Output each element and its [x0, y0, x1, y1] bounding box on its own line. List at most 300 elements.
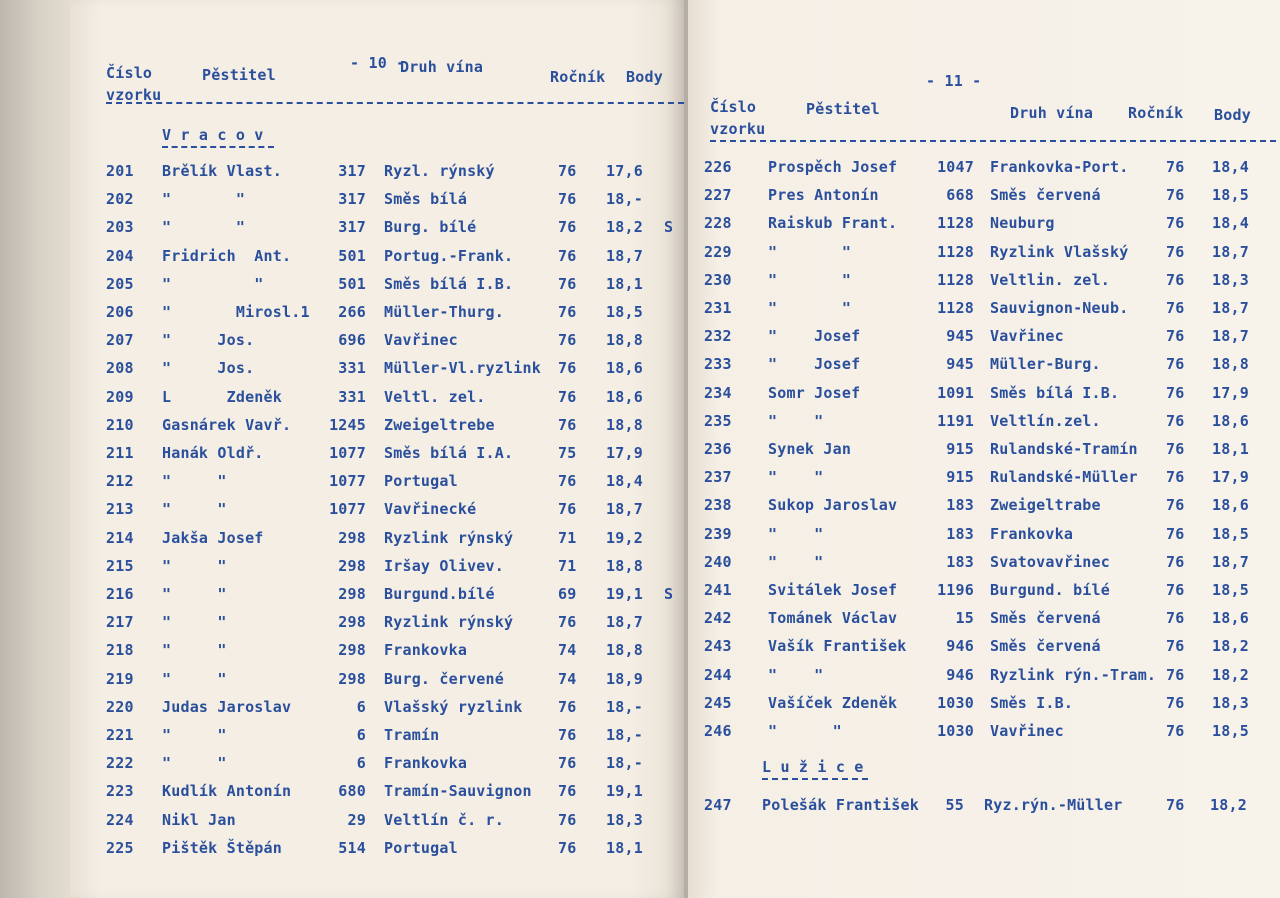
table-row [70, 726, 686, 746]
wine-type: Rulandské-Müller [990, 468, 1138, 487]
grower-code: 183 [946, 524, 974, 543]
section-underline [762, 778, 868, 780]
table-row [688, 158, 1280, 178]
wine-type: Frankovka [384, 754, 468, 773]
header-sample-number: Číslo [710, 98, 757, 116]
table-row [688, 271, 1280, 291]
grower-code: 945 [946, 327, 974, 346]
wine-type: Portug.-Frank. [384, 246, 514, 265]
points: 18,8 [606, 556, 643, 575]
vintage: 76 [558, 810, 577, 829]
grower-name: Svitálek Josef [768, 581, 898, 599]
points: 18,5 [1212, 581, 1249, 599]
grower-code: 1030 [937, 693, 974, 712]
table-row [688, 468, 1280, 488]
grower-name: Brělík Vlast. [162, 162, 282, 180]
sample-number: 234 [704, 383, 732, 402]
grower-name: " Mirosl.1 [162, 303, 310, 321]
points: 18,7 [1212, 552, 1249, 571]
grower-name: " " [768, 665, 824, 684]
sample-number: 230 [704, 270, 732, 289]
vintage: 76 [1166, 440, 1185, 458]
grower-name: " " [768, 468, 824, 487]
sample-number: 244 [704, 665, 732, 684]
grower-name: " " [768, 270, 852, 289]
grower-name: " " [162, 754, 227, 773]
grower-code: 15 [955, 609, 974, 628]
points: 18,8 [606, 415, 643, 434]
table-row [688, 186, 1280, 206]
header-divider [710, 140, 1276, 142]
vintage: 76 [1166, 637, 1185, 656]
points: 18,4 [606, 472, 643, 491]
sample-number: 208 [106, 359, 134, 378]
grower-code: 298 [338, 585, 366, 603]
points: 19,2 [606, 528, 643, 547]
wine-type: Ryzl. rýnský [384, 162, 495, 180]
table-row [70, 613, 686, 633]
points: 18,7 [606, 246, 643, 265]
sample-number: 213 [106, 500, 134, 519]
sample-number: 243 [704, 637, 732, 656]
wine-type: Veltl. zel. [384, 387, 486, 406]
wine-type: Neuburg [990, 214, 1055, 233]
wine-type: Vavřinec [990, 722, 1064, 740]
points: 18,6 [1212, 496, 1249, 515]
vintage: 74 [558, 641, 577, 660]
grower-name: Vašíček Zdeněk [768, 693, 898, 712]
vintage: 76 [558, 500, 577, 519]
vintage: 76 [1166, 299, 1185, 317]
wine-type: Vavřinec [990, 327, 1064, 346]
grower-code: 945 [946, 355, 974, 374]
page-number: - 11 - [926, 72, 982, 90]
grower-name: " " [162, 726, 227, 744]
wine-type: Rulandské-Tramín [990, 440, 1138, 458]
vintage: 76 [558, 387, 577, 406]
grower-name: Hanák Oldř. [162, 444, 264, 462]
wine-type: Zweigeltrabe [990, 496, 1101, 515]
header-points: Body [626, 68, 663, 86]
points: 17,6 [606, 162, 643, 180]
sample-number: 241 [704, 581, 732, 599]
wine-type: Směs bílá [384, 190, 468, 209]
grower-name: Prospěch Josef [768, 158, 898, 176]
wine-type: Frankovka-Port. [990, 158, 1129, 176]
points: 18,7 [606, 500, 643, 519]
table-row [688, 722, 1280, 742]
grower-name: " " [768, 552, 824, 571]
vintage: 76 [558, 218, 577, 237]
header-divider [106, 102, 684, 104]
table-row [70, 500, 686, 520]
points: 17,9 [1212, 383, 1249, 402]
table-row [70, 698, 686, 718]
sample-number: 229 [704, 242, 732, 261]
sample-number: 226 [704, 158, 732, 176]
wine-type: Ryz.rýn.-Müller [984, 796, 1123, 814]
grower-name: " " [768, 299, 852, 317]
grower-name: " " [768, 722, 842, 740]
points: 18,4 [1212, 158, 1249, 176]
wine-type: Směs červená [990, 637, 1101, 656]
table-row [688, 440, 1280, 460]
left-page [70, 0, 686, 898]
wine-type: Müller-Thurg. [384, 303, 504, 321]
table-row [688, 553, 1280, 573]
points: 19,1 [606, 585, 643, 603]
vintage: 76 [1166, 796, 1185, 814]
vintage: 76 [558, 782, 577, 801]
points: 18,6 [606, 387, 643, 406]
grower-code: 668 [946, 186, 974, 205]
grower-name: " " [162, 585, 227, 603]
grower-code: 1077 [329, 472, 366, 491]
table-row [688, 496, 1280, 516]
points: 18,1 [606, 274, 643, 293]
vintage: 76 [1166, 581, 1185, 599]
grower-code: 6 [356, 754, 366, 773]
vintage: 76 [558, 246, 577, 265]
header-sample-number: Číslo [106, 64, 153, 82]
points: 18,3 [1212, 270, 1249, 289]
table-row [688, 581, 1280, 601]
points: 18,4 [1212, 214, 1249, 233]
grower-code: 317 [338, 218, 366, 237]
grower-name: Fridrich Ant. [162, 246, 292, 265]
header-wine-type: Druh vína [1010, 104, 1094, 122]
wine-type: Směs bílá I.A. [384, 444, 514, 462]
grower-code: 915 [946, 468, 974, 487]
header-grower: Pěstitel [806, 100, 880, 118]
vintage: 76 [558, 415, 577, 434]
grower-code: 1128 [937, 299, 974, 317]
points: 18,5 [1212, 524, 1249, 543]
points: 18,1 [1212, 440, 1249, 458]
points: 18,- [606, 190, 643, 209]
header-vintage: Ročník [550, 68, 606, 86]
vintage: 74 [558, 669, 577, 688]
grower-name: " Josef [768, 355, 861, 374]
table-row [70, 218, 686, 238]
table-row [70, 359, 686, 379]
wine-type: Müller-Vl.ryzlink [384, 359, 541, 378]
vintage: 76 [558, 274, 577, 293]
table-row [70, 247, 686, 267]
grower-name: " " [162, 669, 227, 688]
table-row [688, 355, 1280, 375]
table-row [688, 412, 1280, 432]
grower-code: 1091 [937, 383, 974, 402]
grower-code: 1196 [937, 581, 974, 599]
grower-name: Gasnárek Vavř. [162, 415, 292, 434]
vintage: 76 [558, 359, 577, 378]
right-page [688, 0, 1280, 898]
points: 18,2 [1212, 665, 1249, 684]
table-row [688, 214, 1280, 234]
wine-type: Veltlín č. r. [384, 810, 504, 829]
sample-number: 224 [106, 810, 134, 829]
grower-code: 29 [347, 810, 366, 829]
sample-number: 231 [704, 299, 732, 317]
grower-name: Judas Jaroslav [162, 697, 292, 716]
points: 18,- [606, 726, 643, 744]
points: 18,6 [1212, 411, 1249, 430]
table-row [70, 557, 686, 577]
sample-number: 233 [704, 355, 732, 374]
grower-code: 298 [338, 641, 366, 660]
vintage: 75 [558, 444, 577, 462]
grower-code: 1077 [329, 444, 366, 462]
table-row [70, 754, 686, 774]
grower-code: 298 [338, 613, 366, 632]
vintage: 76 [1166, 665, 1185, 684]
vintage: 76 [558, 162, 577, 180]
sample-number: 220 [106, 697, 134, 716]
grower-code: 331 [338, 359, 366, 378]
points: 18,5 [1212, 186, 1249, 205]
sample-number: 216 [106, 585, 134, 603]
wine-type: Směs bílá I.B. [990, 383, 1120, 402]
sample-number: 225 [106, 838, 134, 857]
grower-code: 946 [946, 637, 974, 656]
sample-number: 204 [106, 246, 134, 265]
grower-name: Nikl Jan [162, 810, 236, 829]
sample-number: 227 [704, 186, 732, 205]
grower-code: 1030 [937, 722, 974, 740]
table-row [70, 472, 686, 492]
sample-number: 203 [106, 218, 134, 237]
wine-type: Vlašský ryzlink [384, 697, 523, 716]
grower-code: 514 [338, 838, 366, 857]
sample-number: 246 [704, 722, 732, 740]
vintage: 76 [558, 697, 577, 716]
grower-name: " " [768, 411, 824, 430]
vintage: 76 [1166, 609, 1185, 628]
wine-type: Burgund. bílé [990, 581, 1110, 599]
table-row [70, 275, 686, 295]
wine-type: Ryzlink rýn.-Tram. [990, 665, 1157, 684]
sample-number: 210 [106, 415, 134, 434]
grower-code: 946 [946, 665, 974, 684]
wine-type: Svatovavřinec [990, 552, 1110, 571]
vintage: 76 [1166, 383, 1185, 402]
points: 18,- [606, 754, 643, 773]
grower-code: 915 [946, 440, 974, 458]
sample-number: 240 [704, 552, 732, 571]
wine-type: Směs červená [990, 609, 1101, 628]
table-row [70, 162, 686, 182]
vintage: 76 [1166, 270, 1185, 289]
wine-type: Ryzlink rýnský [384, 528, 514, 547]
wine-type: Portugal [384, 838, 458, 857]
section-title: V r a c o v [162, 126, 264, 144]
sample-number: 218 [106, 641, 134, 660]
table-row [70, 303, 686, 323]
sample-number: 242 [704, 609, 732, 628]
points: 18,7 [1212, 299, 1249, 317]
wine-type: Burg. bílé [384, 218, 477, 237]
table-row [688, 299, 1280, 319]
sample-number: 217 [106, 613, 134, 632]
vintage: 76 [1166, 468, 1185, 487]
grower-code: 266 [338, 303, 366, 321]
sample-number: 209 [106, 387, 134, 406]
points: 18,8 [606, 331, 643, 350]
mark: S [664, 218, 674, 237]
sample-number: 219 [106, 669, 134, 688]
sample-number: 221 [106, 726, 134, 744]
sample-number: 222 [106, 754, 134, 773]
grower-code: 501 [338, 274, 366, 293]
sample-number: 239 [704, 524, 732, 543]
points: 18,8 [606, 641, 643, 660]
header-wine-type: Druh vína [400, 58, 484, 76]
wine-type: Portugal [384, 472, 458, 491]
vintage: 76 [558, 331, 577, 350]
grower-code: 183 [946, 496, 974, 515]
grower-name: Vašík František [768, 637, 907, 656]
table-row [688, 796, 1280, 816]
points: 18,6 [1212, 609, 1249, 628]
grower-name: " Jos. [162, 331, 255, 350]
sample-number: 232 [704, 327, 732, 346]
vintage: 71 [558, 528, 577, 547]
table-row [70, 190, 686, 210]
wine-type: Ryzlink rýnský [384, 613, 514, 632]
sample-number: 214 [106, 528, 134, 547]
wine-type: Ryzlink Vlašský [990, 242, 1129, 261]
grower-code: 1128 [937, 242, 974, 261]
grower-code: 1077 [329, 500, 366, 519]
grower-name: " Josef [768, 327, 861, 346]
vintage: 76 [558, 613, 577, 632]
points: 19,1 [606, 782, 643, 801]
table-row [70, 811, 686, 831]
sample-number: 207 [106, 331, 134, 350]
grower-code: 183 [946, 552, 974, 571]
vintage: 76 [558, 754, 577, 773]
grower-code: 501 [338, 246, 366, 265]
sample-number: 206 [106, 303, 134, 321]
sample-number: 212 [106, 472, 134, 491]
vintage: 76 [1166, 186, 1185, 205]
sample-number: 202 [106, 190, 134, 209]
sample-number: 247 [704, 796, 732, 814]
sample-number: 236 [704, 440, 732, 458]
grower-code: 55 [945, 796, 964, 814]
sample-number: 211 [106, 444, 134, 462]
grower-code: 696 [338, 331, 366, 350]
grower-name: Synek Jan [768, 440, 852, 458]
points: 18,3 [606, 810, 643, 829]
grower-name: " " [162, 500, 227, 519]
table-row [70, 670, 686, 690]
points: 18,7 [1212, 242, 1249, 261]
grower-name: " " [162, 274, 264, 293]
vintage: 71 [558, 556, 577, 575]
wine-type: Burgund.bílé [384, 585, 495, 603]
grower-name: Somr Josef [768, 383, 861, 402]
grower-name: Pres Antonín [768, 186, 879, 205]
vintage: 76 [558, 472, 577, 491]
grower-code: 1047 [937, 158, 974, 176]
vintage: 76 [1166, 693, 1185, 712]
grower-name: " " [162, 218, 246, 237]
vintage: 76 [558, 190, 577, 209]
section-underline [162, 146, 274, 148]
table-row [70, 782, 686, 802]
vintage: 76 [1166, 496, 1185, 515]
wine-type: Zweigeltrebe [384, 415, 495, 434]
sample-number: 228 [704, 214, 732, 233]
table-row [70, 444, 686, 464]
grower-name: " " [162, 641, 227, 660]
table-row [70, 585, 686, 605]
grower-name: " " [162, 472, 227, 491]
grower-code: 298 [338, 528, 366, 547]
header-grower: Pěstitel [202, 66, 276, 84]
wine-type: Frankovka [384, 641, 468, 660]
vintage: 76 [1166, 722, 1185, 740]
vintage: 76 [558, 303, 577, 321]
points: 18,3 [1212, 693, 1249, 712]
points: 17,9 [1212, 468, 1249, 487]
grower-name: Raiskub Frant. [768, 214, 898, 233]
grower-code: 1191 [937, 411, 974, 430]
section-title: L u ž i c e [762, 758, 864, 776]
points: 18,7 [1212, 327, 1249, 346]
points: 18,2 [1212, 637, 1249, 656]
points: 18,1 [606, 838, 643, 857]
table-row [688, 609, 1280, 629]
wine-type: Tramín-Sauvignon [384, 782, 532, 801]
table-row [70, 529, 686, 549]
table-row [70, 641, 686, 661]
table-row [70, 388, 686, 408]
header-sample-number-2: vzorku [710, 120, 766, 138]
sample-number: 201 [106, 162, 134, 180]
vintage: 76 [1166, 242, 1185, 261]
grower-code: 1245 [329, 415, 366, 434]
grower-code: 1128 [937, 214, 974, 233]
table-row [70, 416, 686, 436]
points: 18,- [606, 697, 643, 716]
grower-name: Tománek Václav [768, 609, 898, 628]
grower-name: " " [768, 524, 824, 543]
mark: S [664, 585, 674, 603]
table-row [688, 525, 1280, 545]
points: 18,8 [1212, 355, 1249, 374]
sample-number: 223 [106, 782, 134, 801]
wine-type: Vavřinecké [384, 500, 477, 519]
header-vintage: Ročník [1128, 104, 1184, 122]
grower-name: Sukop Jaroslav [768, 496, 898, 515]
vintage: 76 [1166, 214, 1185, 233]
sample-number: 205 [106, 274, 134, 293]
grower-code: 317 [338, 190, 366, 209]
table-row [70, 331, 686, 351]
points: 18,7 [606, 613, 643, 632]
wine-type: Směs červená [990, 186, 1101, 205]
table-row [688, 666, 1280, 686]
table-row [688, 384, 1280, 404]
sample-number: 235 [704, 411, 732, 430]
grower-name: " " [768, 242, 852, 261]
table-row [70, 839, 686, 859]
grower-code: 331 [338, 387, 366, 406]
wine-type: Veltlin. zel. [990, 270, 1110, 289]
